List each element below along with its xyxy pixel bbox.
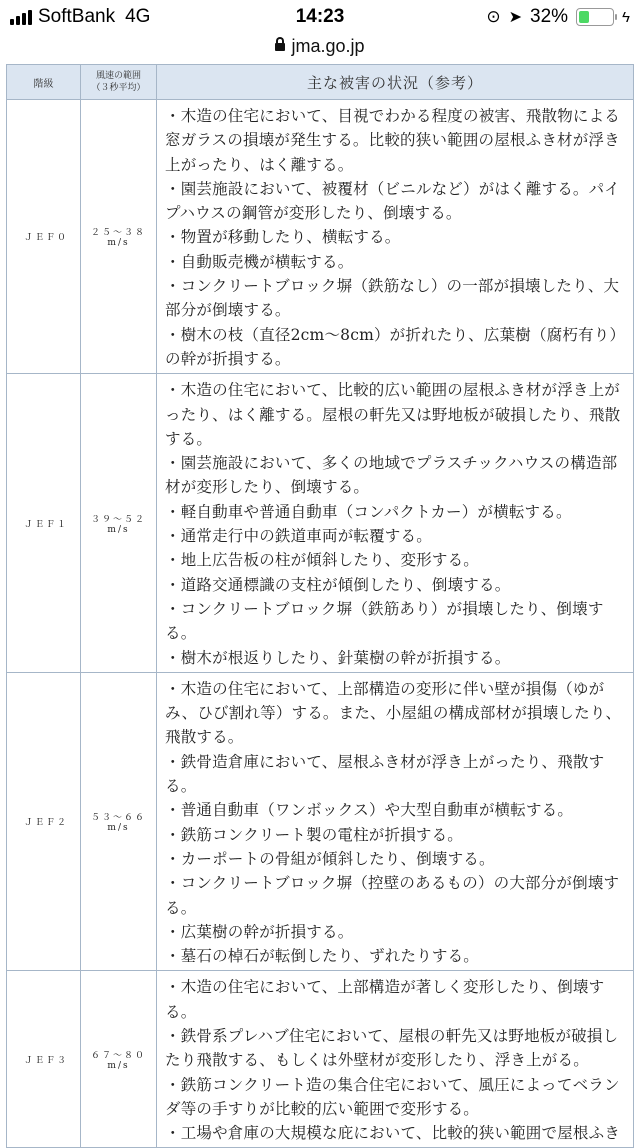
rank-cell: ＪＥＦ３: [7, 971, 81, 1148]
rank-cell: ＪＥＦ０: [7, 100, 81, 374]
damage-item: ・木造の住宅において、比較的広い範囲の屋根ふき材が浮き上がったり、はく離する。屋根の軒先又は野地板が破損したり、飛散する。: [165, 381, 621, 448]
rank-cell: ＪＥＦ２: [7, 672, 81, 971]
damage-item: ・工場や倉庫の大規模な庇において、比較的狭い範囲で屋根ふき: [165, 1124, 620, 1143]
damage-item: ・鉄筋コンクリート製の電柱が折損する。: [165, 825, 463, 844]
damage-cell: [157, 100, 634, 374]
status-time: 14:23: [295, 6, 345, 27]
damage-item: ・自動販売機が横転する。: [165, 252, 354, 271]
url-text: jma.go.jp: [291, 36, 365, 56]
wind-speed-cell: ６７～８０m/s: [81, 971, 157, 1148]
damage-item: ・樹木が根返りしたり、針葉樹の幹が折損する。: [165, 648, 511, 667]
address-bar[interactable]: [0, 36, 640, 64]
damage-item: ・コンクリートブロック塀（鉄筋なし）の一部が損壊したり、大部分が倒壊する。: [165, 277, 620, 320]
damage-item: ・鉄骨系プレハブ住宅において、屋根の軒先又は野地板が破損したり飛散する、もしくは外壁材が変形したり、浮き上がる。: [165, 1026, 619, 1070]
status-right: [486, 6, 630, 28]
damage-item: ・木造の住宅において、上部構造が著しく変形したり、倒壊する。: [165, 978, 605, 1021]
damage-item: ・樹木の枝（直径2cm～8cm）が折れたり、広葉樹（腐朽有り）の幹が折損する。: [165, 325, 626, 368]
damage-item: ・鉄骨造倉庫において、屋根ふき材が浮き上がったり、飛散する。: [165, 752, 605, 796]
location-icon: ➤: [508, 9, 523, 26]
damage-item: ・木造の住宅において、目視でわかる程度の被害、飛散物による窓ガラスの損壊が発生する。比較的狭い範囲の屋根ふき材が浮き上がったり、はく離する。: [165, 107, 620, 174]
header-wind-speed: [81, 65, 157, 100]
battery-percent: 32%: [530, 6, 569, 27]
damage-cell: [157, 374, 634, 673]
table-body: [7, 100, 634, 1148]
table-header-row: [7, 65, 634, 100]
carrier-name: SoftBank: [38, 6, 116, 27]
damage-item: ・木造の住宅において、上部構造の変形に伴い壁が損傷（ゆがみ、ひび割れ等）する。また、小屋組の構成部材が損壊したり、飛散する。: [165, 679, 622, 747]
wind-speed-cell: ３９～５２m/s: [81, 374, 157, 673]
damage-cell: [157, 672, 634, 971]
header-rank: 階級: [7, 65, 81, 100]
damage-item: ・地上広告板の柱が傾斜したり、変形する。: [165, 551, 480, 570]
header-wind-line2: （３秒平均）: [91, 83, 146, 93]
damage-item: ・鉄筋コンクリート造の集合住宅において、風圧によってベランダ等の手すりが比較的広い範囲で変形する。: [165, 1075, 620, 1118]
header-damage: 主な被害の状況（参考）: [157, 65, 634, 100]
header-wind-line1: 風速の範囲: [95, 71, 141, 81]
wind-speed-cell: ２５～３８m/s: [81, 100, 157, 374]
table-row: [7, 672, 634, 971]
damage-item: ・園芸施設において、多くの地域でプラスチックハウスの構造部材が変形したり、倒壊する。: [165, 454, 618, 497]
damage-item: ・軽自動車や普通自動車（コンパクトカー）が横転する。: [165, 502, 572, 521]
table-row: [7, 100, 634, 374]
damage-item: ・カーポートの骨組が傾斜したり、倒壊する。: [165, 849, 495, 868]
status-bar: [0, 0, 640, 36]
lock-icon: [275, 43, 285, 51]
damage-item: ・園芸施設において、被覆材（ビニルなど）がはく離する。パイプハウスの鋼管が変形したり、倒壊する。: [165, 179, 620, 223]
damage-item: ・コンクリートブロック塀（控壁のあるもの）の大部分が倒壊する。: [165, 874, 620, 917]
damage-item: ・通常走行中の鉄道車両が転覆する。: [165, 527, 432, 546]
table-row: [7, 374, 634, 673]
damage-item: ・広葉樹の幹が折損する。: [165, 922, 354, 941]
damage-item: ・普通自動車（ワンボックス）や大型自動車が横転する。: [165, 801, 574, 820]
rank-cell: ＪＥＦ１: [7, 374, 81, 673]
jef-damage-table: [6, 64, 634, 1148]
damage-item: ・物置が移動したり、横転する。: [165, 228, 401, 247]
table-row: [7, 971, 634, 1148]
damage-item: ・道路交通標識の支柱が傾倒したり、倒壊する。: [165, 575, 511, 594]
charging-icon: ϟ: [622, 8, 630, 26]
damage-cell: [157, 971, 634, 1148]
battery-fill: [579, 11, 589, 23]
rotation-lock-icon: ⊙: [486, 7, 501, 26]
network-type: 4G: [125, 6, 151, 27]
damage-item: ・墓石の棹石が転倒したり、ずれたりする。: [165, 947, 480, 966]
damage-item: ・コンクリートブロック塀（鉄筋あり）が損壊したり、倒壊する。: [165, 599, 604, 643]
battery-icon: [576, 8, 614, 26]
wind-speed-cell: ５３～６６m/s: [81, 672, 157, 971]
